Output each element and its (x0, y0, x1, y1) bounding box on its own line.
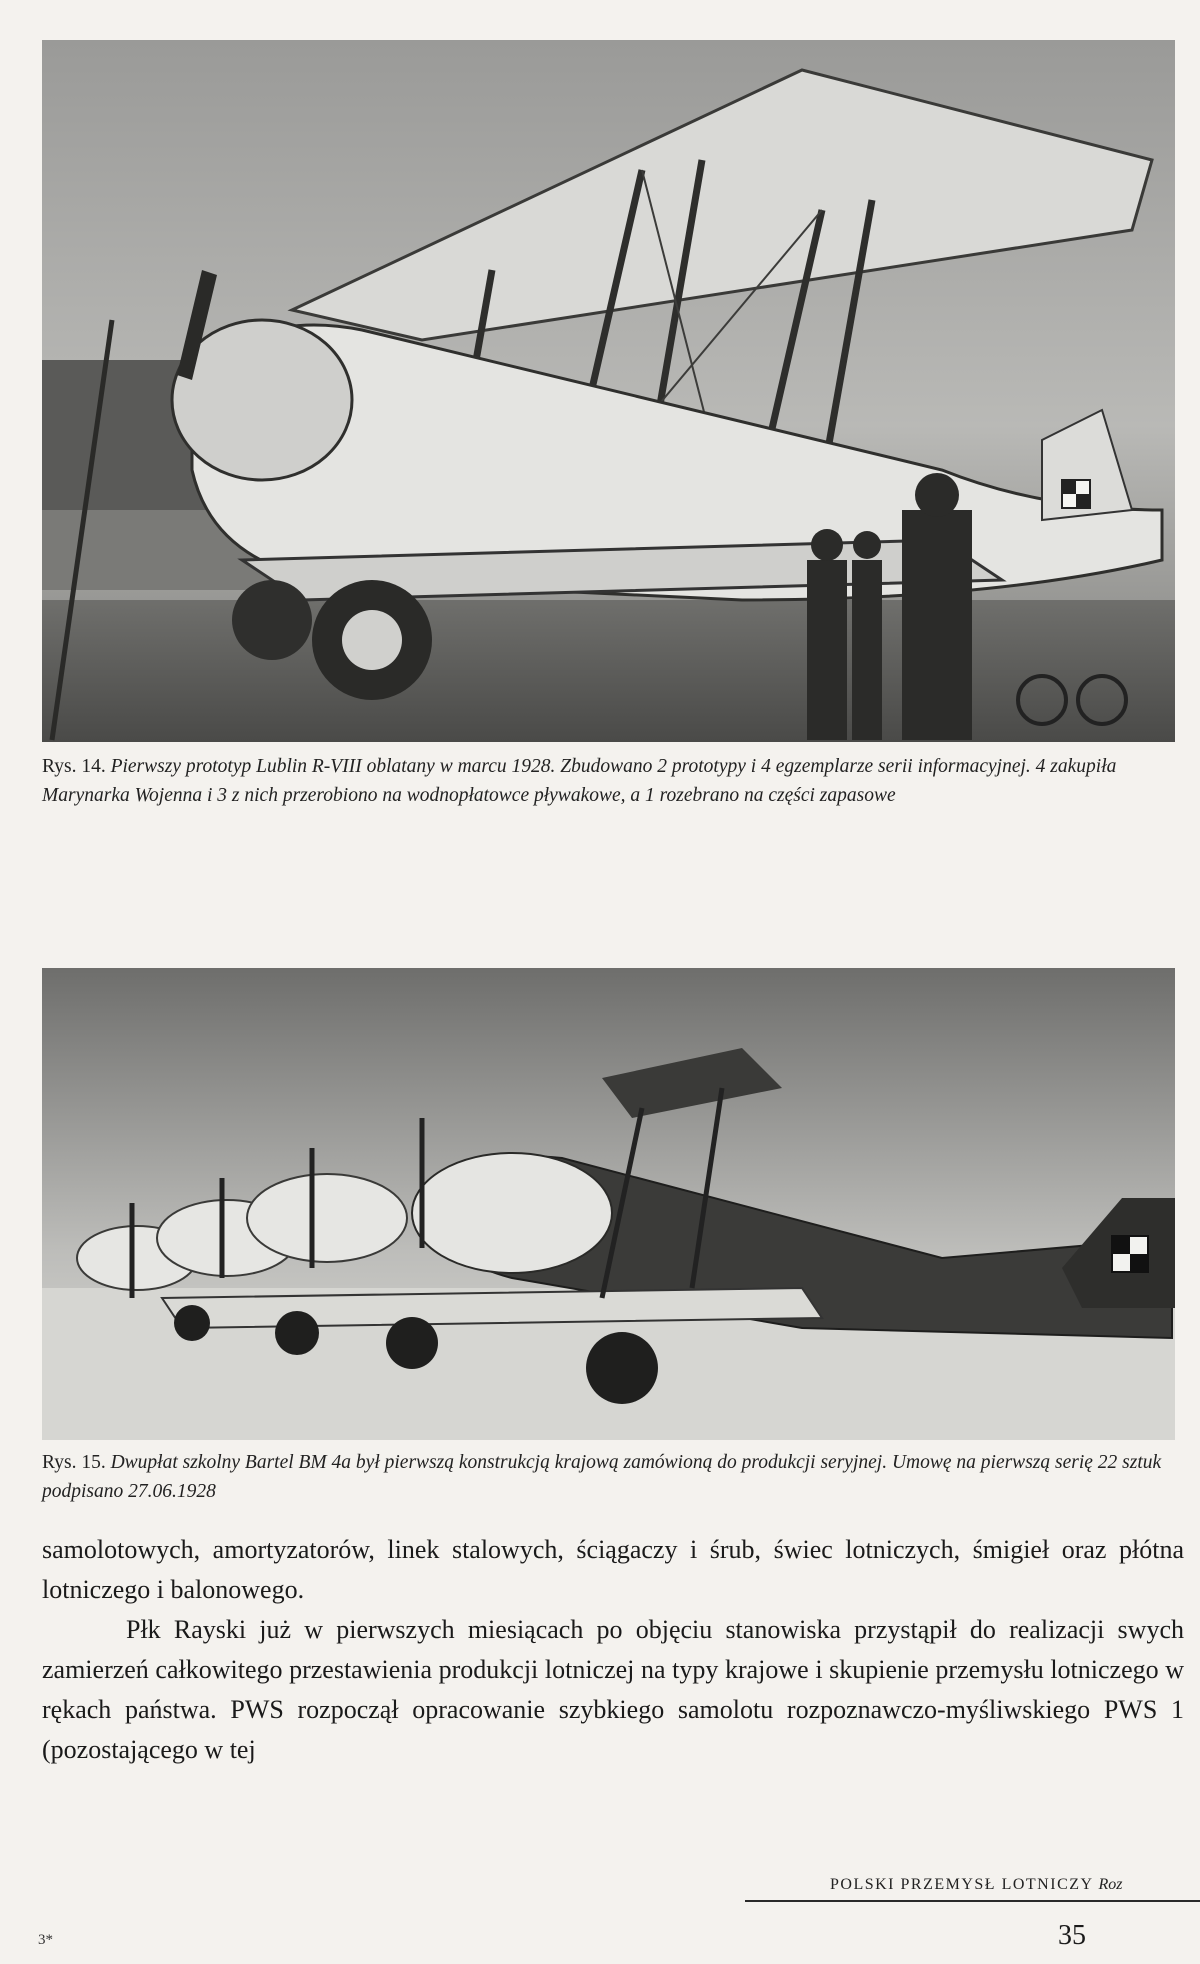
body-paragraph: Płk Rayski już w pierwszych miesiącach po objęciu stanowiska przystąpił do realizacji swych zamierzeń całkowitego przestawienia produkcji lotniczej na typy krajowe i skupienie przemysłu lotniczego w rękach państwa. PWS rozpoczął opracowanie szybkiego samolotu rozpoznawczo-myśliwskiego PWS 1 (pozostającego w tej (42, 1615, 1184, 1764)
figure-caption-text: Dwupłat szkolny Bartel BM 4a był pierwszą konstrukcją krajową zamówioną do produkcji seryjnej. Umowę na pierwszą serię 22 sztuk podpisano 27.06.1928 (42, 1452, 1162, 1502)
figure-caption-rys15 (42, 1448, 1182, 1506)
figure-caption-label: Rys. 15. (42, 1452, 106, 1473)
body-paragraph: samolotowych, amortyzatorów, linek stalowych, ściągaczy i śrub, świec lotniczych, śmigieł oraz płótna lotniczego i balonowego. (42, 1535, 1184, 1604)
photo-lublin-r-viii (42, 40, 1175, 742)
running-head-title: POLSKI PRZEMYSŁ LOTNICZY (830, 1876, 1093, 1893)
figure-caption-text: Pierwszy prototyp Lublin R-VIII oblatany w marcu 1928. Zbudowano 2 prototypy i 4 egzemplarze serii informacyjnej. 4 zakupiła Marynarka Wojenna i 3 z nich przerobiono na wodnopłatowce pływakowe, a 1 rozebrano na części zapasowe (42, 756, 1117, 806)
photo-bartel-bm-4a-image (42, 968, 1175, 1440)
running-head-rule (745, 1900, 1200, 1902)
page-number: 35 (1058, 1920, 1086, 1951)
photo-bartel-bm-4a (42, 968, 1175, 1440)
figure-caption-label: Rys. 14. (42, 756, 106, 777)
body-text (42, 1530, 1184, 1770)
printer-signature: 3* (38, 1932, 53, 1948)
photo-lublin-r-viii-image (42, 40, 1175, 742)
running-head-chapter: Roz (1098, 1876, 1123, 1893)
figure-caption-rys14 (42, 752, 1182, 810)
running-head (750, 1876, 1200, 1894)
